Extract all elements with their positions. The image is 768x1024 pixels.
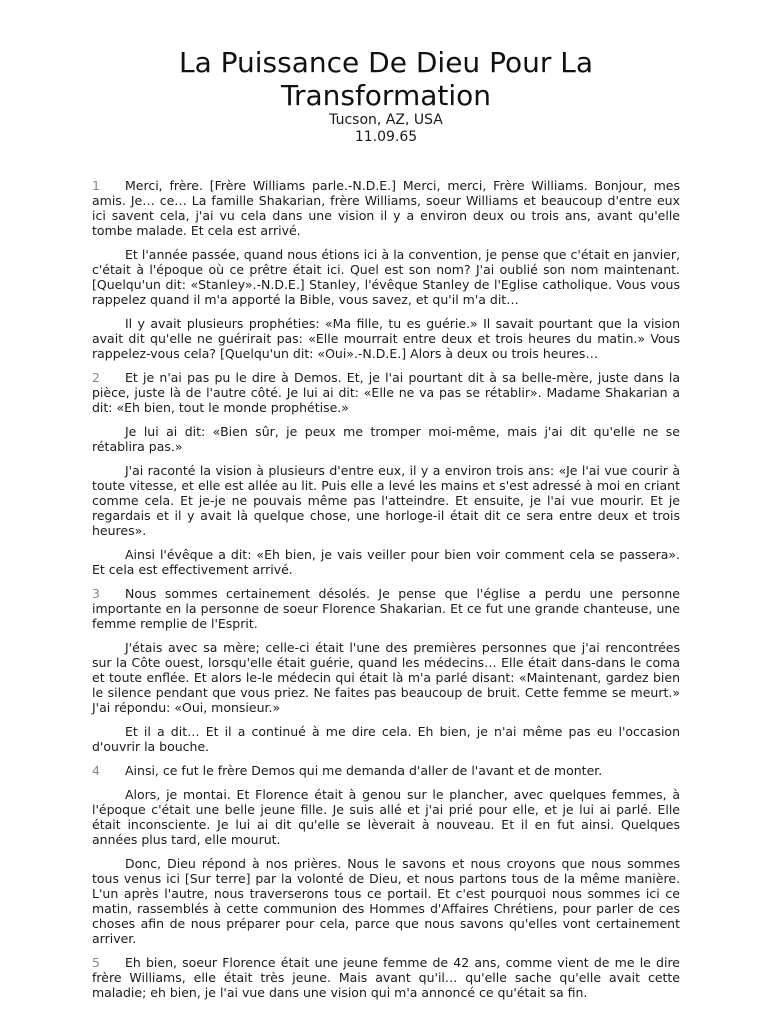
paragraph-number: 5 xyxy=(92,955,100,970)
paragraph-text: J'étais avec sa mère; celle-ci était l'une des premières personnes que j'ai rencontrées sur la Côte ouest, lorsqu'elle était guérie, quand les médecins… Elle était dans-dans le coma et toute enflée. Et alors le-le médecin qui était là m'a parlé disant: «Maintenant, gardez bien le silence pendant que vous priez. Ne faites pas beaucoup de bruit. Cette femme se meurt.» J'ai répondu: «Oui, monsieur.» xyxy=(92,640,680,715)
paragraph xyxy=(92,178,680,238)
paragraph-number: 4 xyxy=(92,763,100,778)
paragraph xyxy=(92,955,680,1000)
sermon-date: 11.09.65 xyxy=(354,129,418,145)
paragraph xyxy=(92,463,680,538)
paragraph xyxy=(92,724,680,754)
paragraph-number: 1 xyxy=(92,178,100,193)
paragraph xyxy=(92,424,680,454)
paragraph-text: Et il a dit… Et il a continué à me dire cela. Eh bien, je n'ai même pas eu l'occasion d'ouvrir la bouche. xyxy=(92,724,680,754)
document-title xyxy=(92,46,680,112)
paragraph-text: Eh bien, soeur Florence était une jeune femme de 42 ans, comme vient de me le dire frère Williams, elle était très jeune. Mais avant qu'il… qu'elle sache qu'elle avait cette maladie; eh bien, je l'ai vue dans une vision qui m'a annoncé ce qu'était sa fin. xyxy=(92,955,680,1000)
paragraph-number: 3 xyxy=(92,586,100,601)
paragraph-text: Donc, Dieu répond à nos prières. Nous le savons et nous croyons que nous sommes tous venus ici [Sur terre] par la volonté de Dieu, et nous partons tous de la même manière. L'un après l'autre, nous traverserons tous ce portail. Et c'est pourquoi nous sommes ici ce matin, rassemblés à cette communion des Hommes d'Affaires Chrétiens, pour parler de ces choses afin de nous préparer pour cela, parce que nous savons qu'elles vont certainement arriver. xyxy=(92,856,680,946)
paragraph xyxy=(92,586,680,631)
paragraph-text: J'ai raconté la vision à plusieurs d'entre eux, il y a environ trois ans: «Je l'ai vue courir à toute vitesse, et elle est allée au lit. Puis elle a levé les mains et s'est adressé à moi en criant comme cela. Et je-je ne pouvais même pas l'atteindre. Et ensuite, je l'ai vue mourir. Et je regardais et il y avait là quelque chose, une horloge-il était dit ce sera entre deux et trois heures». xyxy=(92,463,680,538)
title-line-1: La Puissance De Dieu Pour La xyxy=(178,46,593,79)
paragraph-text: Et l'année passée, quand nous étions ici à la convention, je pense que c'était en janvier, c'était à l'époque où ce prêtre était ici. Quel est son nom? J'ai oublié son nom maintenant. [Quelqu'un dit: «Stanley».-N.D.E.] Stanley, l'évêque Stanley de l'Eglise catholique. Vous vous rappelez quand il m'a apporté la Bible, vous savez, et qu'il m'a dit… xyxy=(92,247,680,307)
paragraph-text: Ainsi, ce fut le frère Demos qui me demanda d'aller de l'avant et de monter. xyxy=(125,763,603,778)
sermon-body xyxy=(92,178,680,1000)
paragraph-text: Il y avait plusieurs prophéties: «Ma fille, tu es guérie.» Il savait pourtant que la vision avait dit qu'elle ne guérirait pas: «Elle mourrait entre deux et trois heures du matin.» Vous rappelez-vous cela? [Quelqu'un dit: «Oui».-N.D.E.] Alors à deux ou trois heures… xyxy=(92,316,680,361)
paragraph-text: Alors, je montai. Et Florence était à genou sur le plancher, avec quelques femmes, à l'époque c'était une belle jeune fille. Je suis allé et j'ai prié pour elle, et je lui ai parlé. Elle était inconsciente. Je lui ai dit qu'elle se lèverait à nouveau. Et il en fut ainsi. Quelques années plus tard, elle mourut. xyxy=(92,787,680,847)
paragraph-number: 2 xyxy=(92,370,100,385)
paragraph xyxy=(92,763,680,778)
sermon-location: Tucson, AZ, USA xyxy=(329,112,443,128)
paragraph xyxy=(92,640,680,715)
paragraph xyxy=(92,370,680,415)
paragraph xyxy=(92,787,680,847)
paragraph xyxy=(92,247,680,307)
paragraph xyxy=(92,547,680,577)
paragraph-text: Merci, frère. [Frère Williams parle.-N.D.E.] Merci, merci, Frère Williams. Bonjour, mes amis. Je… ce… La famille Shakarian, frère Williams, soeur Williams et beaucoup d'entre eux ici savent cela, j'ai vu cela dans une vision il y a environ deux ou trois ans, avant qu'elle tombe malade. Et cela est arrivé. xyxy=(92,178,680,238)
paragraph-text: Nous sommes certainement désolés. Je pense que l'église a perdu une personne importante en la personne de soeur Florence Shakarian. Et ce fut une grande chanteuse, une femme remplie de l'Esprit. xyxy=(92,586,680,631)
paragraph-text: Et je n'ai pas pu le dire à Demos. Et, je l'ai pourtant dit à sa belle-mère, juste dans la pièce, juste là de l'autre côté. Je lui ai dit: «Elle ne va pas se rétablir». Madame Shakarian a dit: «Eh bien, tout le monde prophétise.» xyxy=(92,370,680,415)
title-line-2: Transformation xyxy=(280,79,492,112)
paragraph xyxy=(92,856,680,946)
paragraph-text: Ainsi l'évêque a dit: «Eh bien, je vais veiller pour bien voir comment cela se passera». Et cela est effectivement arrivé. xyxy=(92,547,680,577)
paragraph xyxy=(92,316,680,361)
paragraph-text: Je lui ai dit: «Bien sûr, je peux me tromper moi-même, mais j'ai dit qu'elle ne se rétablira pas.» xyxy=(92,424,680,454)
